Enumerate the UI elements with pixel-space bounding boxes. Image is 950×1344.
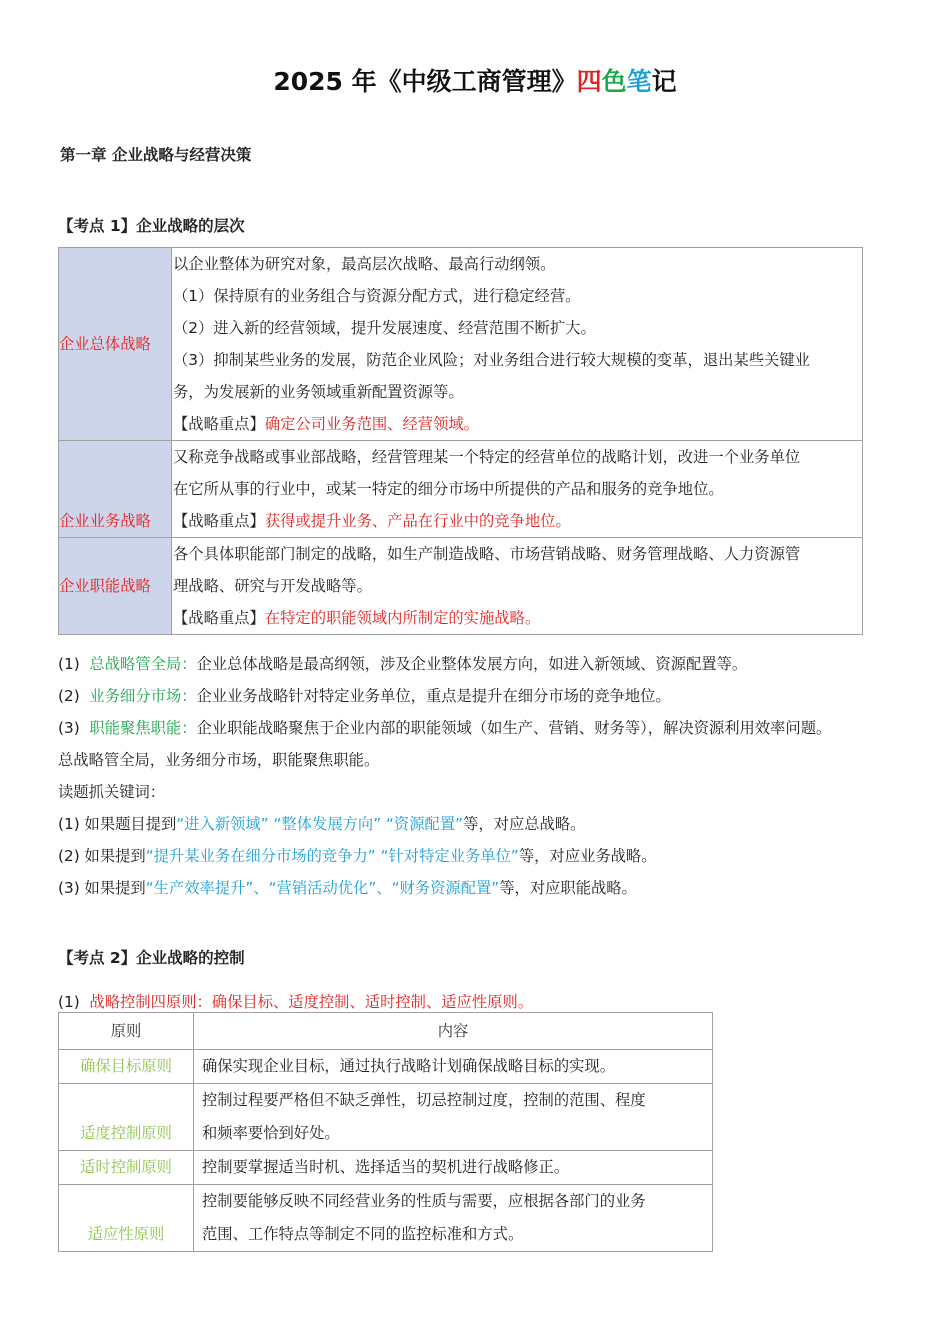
row-label: 企业总体战略	[59, 248, 172, 441]
mnemonic-line: 总战略管全局，业务细分市场，职能聚焦职能。	[58, 751, 380, 769]
table-row	[59, 441, 863, 538]
table-row	[59, 1185, 713, 1252]
table-row	[59, 538, 863, 635]
principle-content: 控制要能够反映不同经营业务的性质与需要，应根据各部门的业务 范围、工作特点等制定不同的监控标准和方式。	[194, 1185, 713, 1252]
summary-line-1: (1) 总战略管全局：企业总体战略是最高纲领，涉及企业整体发展方向，如进入新领域、资源配置等。	[58, 655, 748, 673]
column-header-principle: 原则	[59, 1013, 194, 1050]
row-content: 以企业整体为研究对象，最高层次战略、最高行动纲领。 （1）保持原有的业务组合与资源分配方式，进行稳定经营。 （2）进入新的经营领域，提升发展速度、经营范围不断扩大。 （3）抑制某些业务的发展，防范企业风险；对业务组合进行较大规模的变革，退出某些关键业 务，为发展新的业务领域重新配置资源等。 【战略重点】确定公司业务范围、经营领域。	[172, 248, 863, 441]
row-content: 各个具体职能部门制定的战略，如生产制造战略、市场营销战略、财务管理战略、人力资源管 理战略、研究与开发战略等。 【战略重点】在特定的职能领域内所制定的实施战略。	[172, 538, 863, 635]
row-content: 又称竞争战略或事业部战略，经营管理某一个特定的经营单位的战略计划，改进一个业务单位 在它所从事的行业中，或某一特定的细分市场中所提供的产品和服务的竞争地位。 【战略重点】获得或提升业务、产品在行业中的竞争地位。	[172, 441, 863, 538]
principle-name: 适应性原则	[59, 1185, 194, 1252]
document-title: 2025 年《中级工商管理》四色笔记	[273, 67, 677, 96]
table-row	[59, 1084, 713, 1151]
row-label: 企业职能战略	[59, 538, 172, 635]
principle-name: 确保目标原则	[59, 1050, 194, 1084]
table-header-row	[59, 1013, 713, 1050]
strategy-levels-table	[58, 247, 863, 635]
strategy-focus: 在特定的职能领域内所制定的实施战略。	[264, 609, 541, 627]
principle-content: 控制要掌握适当时机、选择适当的契机进行战略修正。	[194, 1151, 713, 1185]
summary-line-3: (3) 职能聚焦职能：企业职能战略聚焦于企业内部的职能领域（如生产、营销、财务等），解决资源利用效率问题。	[58, 719, 832, 737]
principle-content: 控制过程要严格但不缺乏弹性，切忌控制过度，控制的范围、程度 和频率要恰到好处。	[194, 1084, 713, 1151]
table-row	[59, 248, 863, 441]
principle-content: 确保实现企业目标，通过执行战略计划确保战略目标的实现。	[194, 1050, 713, 1084]
table-row	[59, 1151, 713, 1185]
summary-line-2: (2) 业务细分市场：企业业务战略针对特定业务单位，重点是提升在细分市场的竞争地位。	[58, 687, 671, 705]
keyword-line-3: (3) 如果提到“生产效率提升”、“营销活动优化”、“财务资源配置”等，对应职能战略。	[58, 879, 637, 897]
keyword-line-1: (1) 如果题目提到“进入新领域” “整体发展方向” “资源配置”等，对应总战略。	[58, 815, 586, 833]
principle-name: 适度控制原则	[59, 1084, 194, 1151]
strategy-focus: 确定公司业务范围、经营领域。	[264, 415, 479, 433]
strategy-focus: 获得或提升业务、产品在行业中的竞争地位。	[264, 512, 571, 530]
table-row	[59, 1050, 713, 1084]
chapter-heading: 第一章 企业战略与经营决策	[60, 146, 252, 164]
keywords-title: 读题抓关键词：	[58, 783, 166, 801]
principle-name: 适时控制原则	[59, 1151, 194, 1185]
control-principles-table	[58, 1012, 713, 1252]
section-heading-1: 【考点 1】企业战略的层次	[58, 217, 245, 235]
keyword-line-2: (2) 如果提到“提升某业务在细分市场的竞争力” “针对特定业务单位”等，对应业务战略。	[58, 847, 657, 865]
principles-intro: (1) 战略控制四原则：确保目标、适度控制、适时控制、适应性原则。	[58, 993, 534, 1011]
column-header-content: 内容	[194, 1013, 713, 1050]
section-heading-2: 【考点 2】企业战略的控制	[58, 949, 245, 967]
row-label: 企业业务战略	[59, 441, 172, 538]
